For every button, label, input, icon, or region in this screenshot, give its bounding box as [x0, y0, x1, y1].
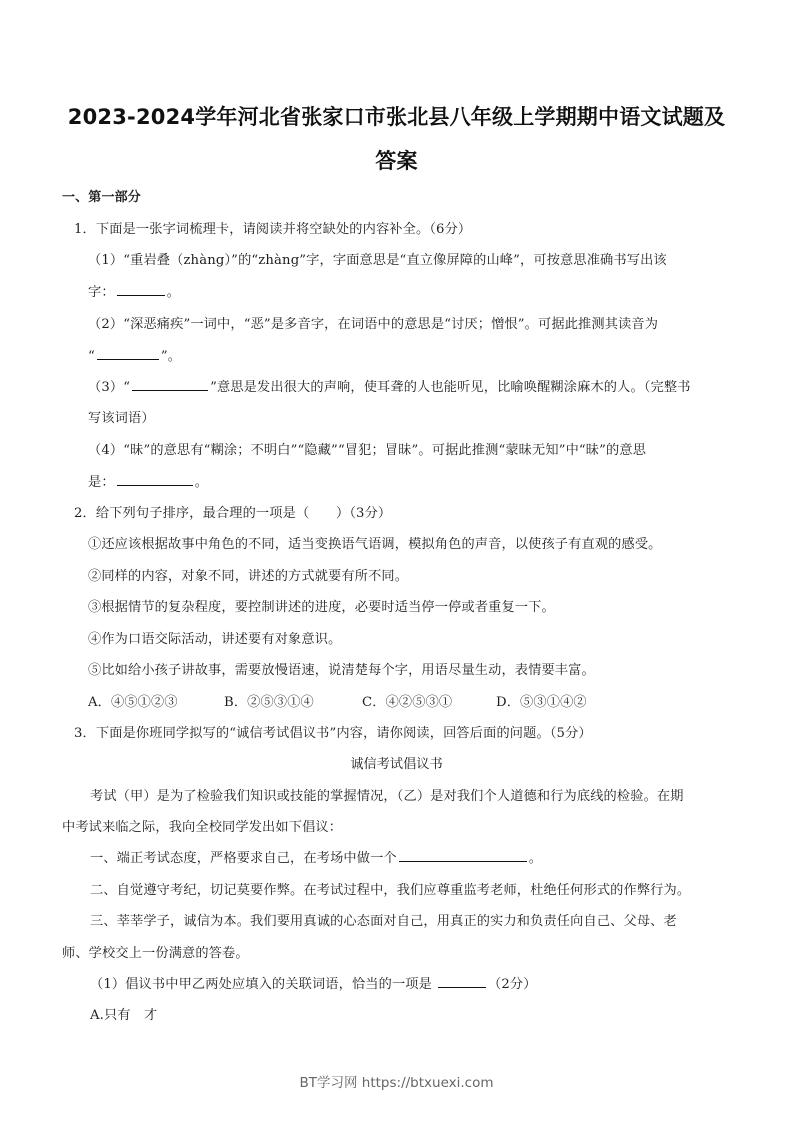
section-heading: 一、第一部分 — [62, 190, 141, 205]
q1-part1-line1: （1）“重岩叠（zhàng）”的“zhàng”字，字面意思是“直立像屏障的山峰”，可按意思准确书写出该 — [88, 253, 667, 268]
q1-part3-line2: 写该词语） — [88, 411, 155, 426]
q1-part3-line1 — [88, 376, 691, 395]
q1-part2-suffix: ”。 — [160, 349, 182, 364]
q1-part4-line2 — [88, 471, 208, 490]
q1-part2-line2 — [88, 345, 181, 364]
q1-part3-prefix: （3）“ — [88, 380, 131, 395]
q2-sentence-3: ③根据情节的复杂程度，要控制讲述的进度，必要时适当停一停或者重复一下。 — [88, 600, 555, 615]
answer-blank[interactable] — [117, 473, 193, 486]
letter-para1-line2: 中考试来临之际，我向全校同学发出如下倡议： — [62, 820, 343, 835]
q2-sentence-5: ⑤比如给小孩子讲故事，需要放慢语速，说清楚每个字，用语尽量生动，表情要丰富。 — [88, 663, 595, 678]
letter-item3-line2: 师、学校交上一份满意的答卷。 — [62, 946, 249, 961]
letter-item2: 二、自觉遵守考纪，切记莫要作弊。在考试过程中，我们应尊重监考老师，杜绝任何形式的作弊行为。 — [90, 883, 691, 898]
letter-item1 — [90, 847, 542, 866]
q2-stem: 2．给下列句子排序，最合理的一项是（ ）（3分） — [74, 506, 392, 521]
answer-blank[interactable] — [399, 849, 527, 862]
q1-part1-prefix: 字： — [88, 285, 115, 300]
letter-item1-suffix: 。 — [528, 851, 543, 866]
q2-option-d[interactable]: D．⑤③①④② — [496, 695, 587, 710]
letter-item1-prefix: 一、端正考试态度，严格要求自己，在考场中做一个 — [90, 851, 397, 866]
answer-blank[interactable] — [438, 975, 486, 988]
q1-part1-suffix: 。 — [166, 285, 181, 300]
answer-blank[interactable] — [117, 283, 165, 296]
letter-para1-line1: 考试（甲）是为了检验我们知识或技能的掌握情况，（乙）是对我们个人道德和行为底线的检验。在期 — [90, 789, 684, 804]
document-title-line2: 答案 — [375, 149, 418, 173]
q1-part4-suffix: 。 — [194, 475, 209, 490]
q2-sentence-4: ④作为口语交际活动，讲述要有对象意识。 — [88, 632, 342, 647]
q3-sub1-option-a[interactable]: A.只有 才 — [90, 1008, 158, 1023]
letter-item3-line1: 三、莘莘学子，诚信为本。我们要用真诚的心态面对自己，用真正的实力和负责任向自己、父母、老 — [90, 914, 677, 929]
q2-option-a[interactable]: A．④⑤①②③ — [88, 695, 178, 710]
q3-stem: 3．下面是你班同学拟写的“诚信考试倡议书”内容，请你阅读，回答后面的问题。（5分） — [74, 726, 592, 741]
document-title-line1: 2023-2024学年河北省张家口市张北县八年级上学期期中语文试题及 — [67, 105, 726, 129]
answer-blank[interactable] — [97, 347, 159, 360]
q1-part4-prefix: 是： — [88, 475, 115, 490]
answer-blank[interactable] — [132, 378, 208, 391]
q1-part3-suffix: ”意思是发出很大的声响，使耳聋的人也能听见，比喻唤醒糊涂麻木的人。（完整书 — [210, 380, 691, 395]
q3-sub1 — [90, 973, 537, 992]
q1-part2-prefix: “ — [88, 349, 95, 364]
q1-part2-line1: （2）“深恶痛疾”一词中，“恶”是多音字，在词语中的意思是“讨厌；憎恨”。可据此推测其读音为 — [88, 317, 659, 332]
letter-title: 诚信考试倡议书 — [350, 757, 443, 772]
footer-watermark: BT学习网 https://btxuexi.com — [299, 1075, 494, 1091]
q3-sub1-prefix: （1）倡议书中甲乙两处应填入的关联词语，恰当的一项是 — [90, 977, 432, 992]
q1-part1-line2 — [88, 281, 180, 300]
q2-option-b[interactable]: B．②⑤③①④ — [224, 695, 314, 710]
q2-option-c[interactable]: C．④②⑤③① — [362, 695, 453, 710]
q2-options — [88, 691, 587, 710]
q1-part4-line1: （4）“昧”的意思有“糊涂；不明白”“隐藏”“冒犯；冒昧”。可据此推测“蒙昧无知”中“昧”的意思 — [88, 443, 647, 458]
q3-sub1-suffix: （2分） — [487, 977, 537, 992]
q2-sentence-2: ②同样的内容，对象不同，讲述的方式就要有所不同。 — [88, 569, 409, 584]
q1-stem: 1．下面是一张字词梳理卡，请阅读并将空缺处的内容补全。（6分） — [74, 222, 472, 237]
q2-sentence-1: ①还应该根据故事中角色的不同，适当变换语气语调，模拟角色的声音，以使孩子有直观的感受。 — [88, 537, 662, 552]
